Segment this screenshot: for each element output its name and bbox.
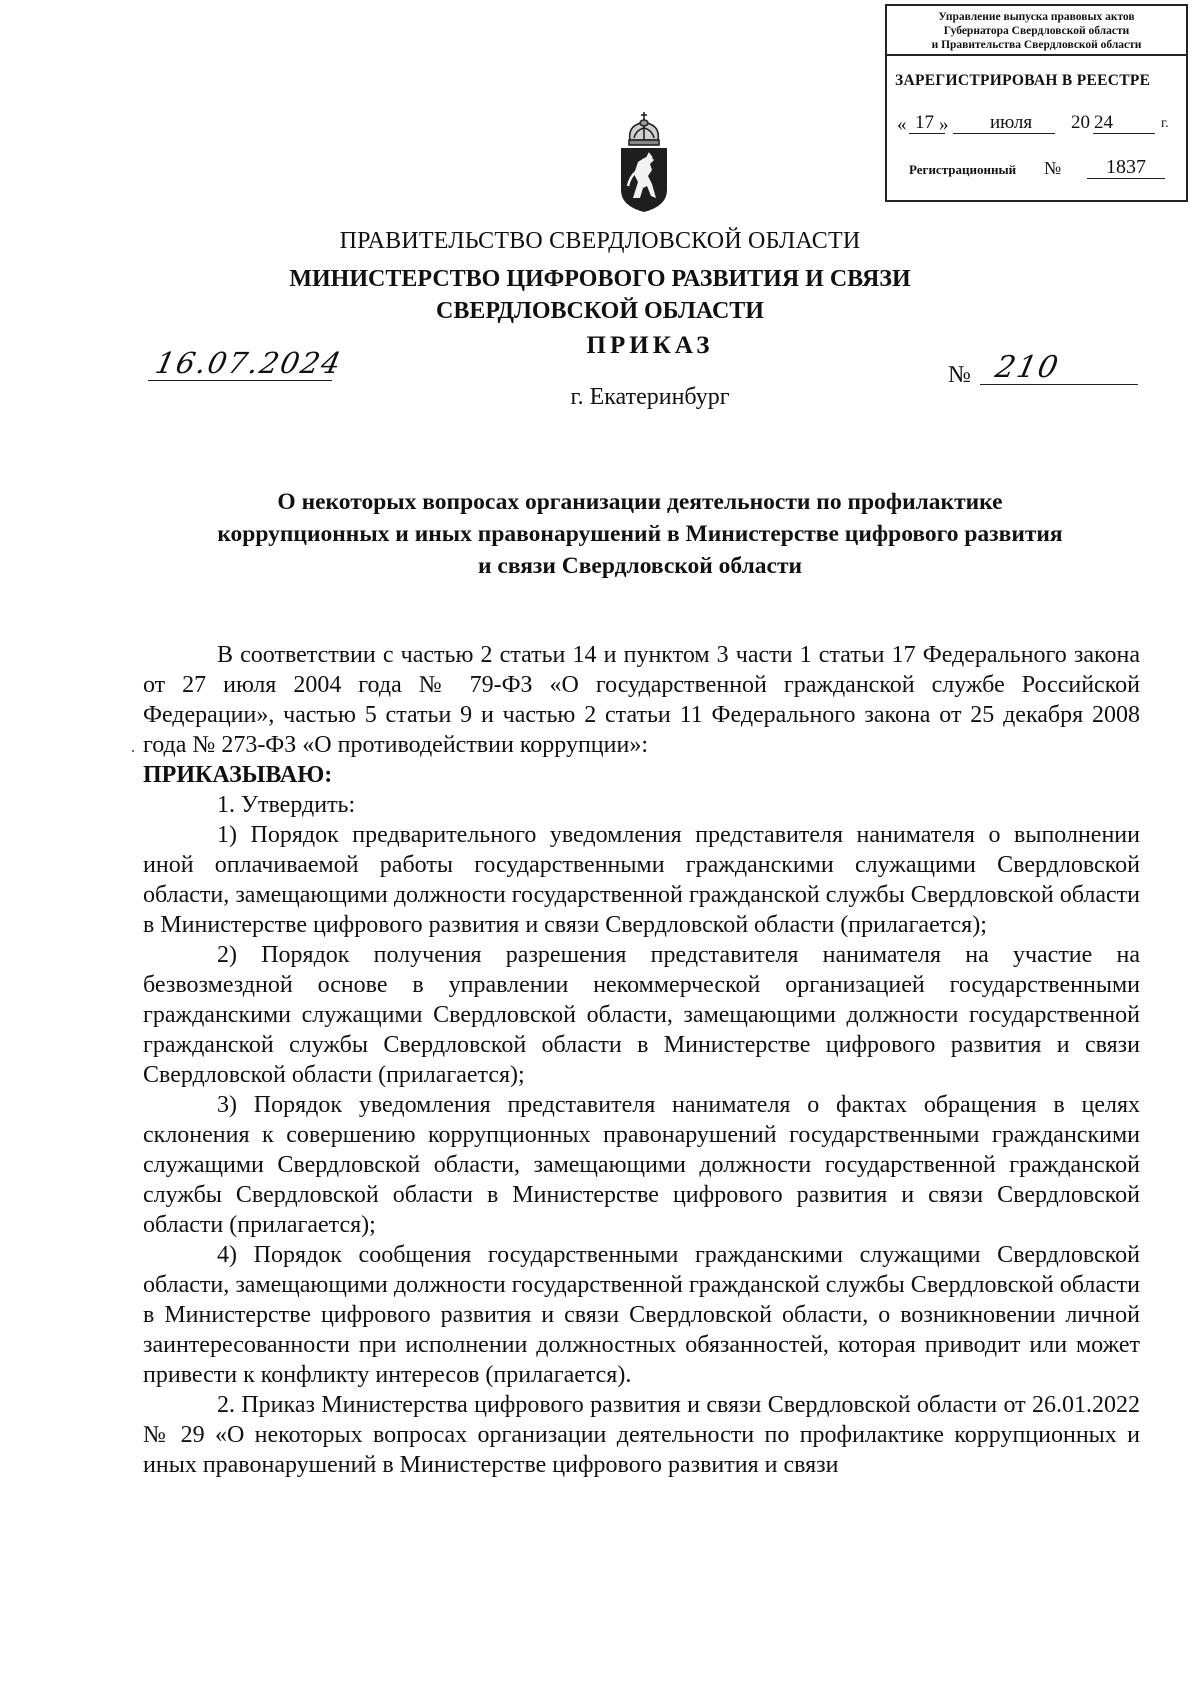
item-1-intro: 1. Утвердить: <box>217 792 356 818</box>
stamp-date <box>895 114 1185 136</box>
stamp-header-line: Губернатора Свердловской области <box>943 25 1130 37</box>
order-word: ПРИКАЗЫВАЮ: <box>143 762 333 788</box>
stamp-close-quote: » <box>939 114 949 135</box>
stamp-registered-label: ЗАРЕГИСТРИРОВАН В РЕЕСТРЕ <box>895 72 1151 89</box>
item-1-1: 1) Порядок предварительного уведомления представителя нанимателя о выполнении иной оплачиваемой работы государственными гражданскими служащими Свердловской области, замещающими должности государственной гражданской службы Свердловской области в Министерстве цифрового развития и связи Свердловской области (прилагается); <box>143 822 1140 938</box>
item-1-3: 3) Порядок уведомления представителя нанимателя о фактах обращения в целях склонения к совершению коррупционных правонарушений государственными гражданскими служащими Свердловской области, замещающими должности государственной гражданской службы Свердловской области в Министерстве цифрового развития и связи Свердловской области (прилагается); <box>143 1092 1140 1238</box>
stamp-reg-sign: № <box>1044 158 1062 178</box>
stamp-reg-number: 1837 <box>1106 156 1146 178</box>
handwritten-date <box>148 346 346 386</box>
document-body <box>143 640 1140 1480</box>
handwritten-date-text: 16.07.2024 <box>152 346 346 380</box>
title-line: О некоторых вопросах организации деятельности по профилактике <box>277 489 1003 515</box>
government-name: ПРАВИТЕЛЬСТВО СВЕРДЛОВСКОЙ ОБЛАСТИ <box>339 228 861 254</box>
coat-of-arms-emblem <box>616 110 672 214</box>
stamp-day: 17 <box>915 112 934 133</box>
stamp-year-suffix: 24 <box>1094 112 1113 133</box>
stamp-year-mark: г. <box>1161 116 1169 131</box>
item-1-4: 4) Порядок сообщения государственными гражданскими служащими Свердловской области, замещающими должности государственной гражданской службы Свердловской области в Министерстве цифрового развития и связи Свердловской области, о возникновении личной заинтересованности при исполнении должностных обязанностей, которая приводит или может привести к конфликту интересов (прилагается). <box>143 1242 1140 1388</box>
stamp-open-quote: « <box>897 114 907 135</box>
stamp-header <box>887 6 1186 56</box>
number-sign: № <box>948 362 971 388</box>
document-title <box>160 486 1120 582</box>
stamp-header-line: Управление выпуска правовых актов <box>938 11 1135 23</box>
stamp-reg-label: Регистрационный <box>909 162 1017 177</box>
ministry-line: МИНИСТЕРСТВО ЦИФРОВОГО РАЗВИТИЯ И СВЯЗИ <box>289 266 911 292</box>
stamp-year-prefix: 20 <box>1071 112 1090 133</box>
preamble-paragraph: В соответствии с частью 2 статьи 14 и пунктом 3 части 1 статьи 17 Федерального закона от 27 июля 2004 года № 79-ФЗ «О государственной гражданской службе Российской Федерации», частью 5 статьи 9 и частью 2 статьи 11 Федерального закона от 25 декабря 2008 года № 273-ФЗ «О противодействии коррупции»: <box>143 642 1140 758</box>
title-line: коррупционных и иных правонарушений в Министерстве цифрового развития <box>217 521 1063 547</box>
ministry-name <box>0 263 1200 327</box>
title-line: и связи Свердловской области <box>477 553 803 579</box>
stamp-month: июля <box>990 112 1033 133</box>
stamp-header-line: и Правительства Свердловской области <box>931 39 1142 51</box>
ministry-line: СВЕРДЛОВСКОЙ ОБЛАСТИ <box>436 298 764 324</box>
city: г. Екатеринбург <box>570 384 730 410</box>
item-2: 2. Приказ Министерства цифрового развития и связи Свердловской области от 26.01.2022 № 29 «О некоторых вопросах организации деятельности по профилактике коррупционных и иных правонарушений в Министерстве цифрового развития и связи <box>143 1392 1140 1478</box>
handwritten-number-text: 210 <box>992 350 1063 385</box>
document-type: ПРИКАЗ <box>586 332 714 359</box>
registration-stamp <box>885 4 1188 202</box>
item-1-2: 2) Порядок получения разрешения представителя нанимателя на участие на безвозмездной основе в управлении некоммерческой организацией государственными гражданскими служащими Свердловской области, замещающими должности государственной гражданской службы Свердловской области в Министерстве цифрового развития и связи Свердловской области (прилагается); <box>143 942 1140 1088</box>
